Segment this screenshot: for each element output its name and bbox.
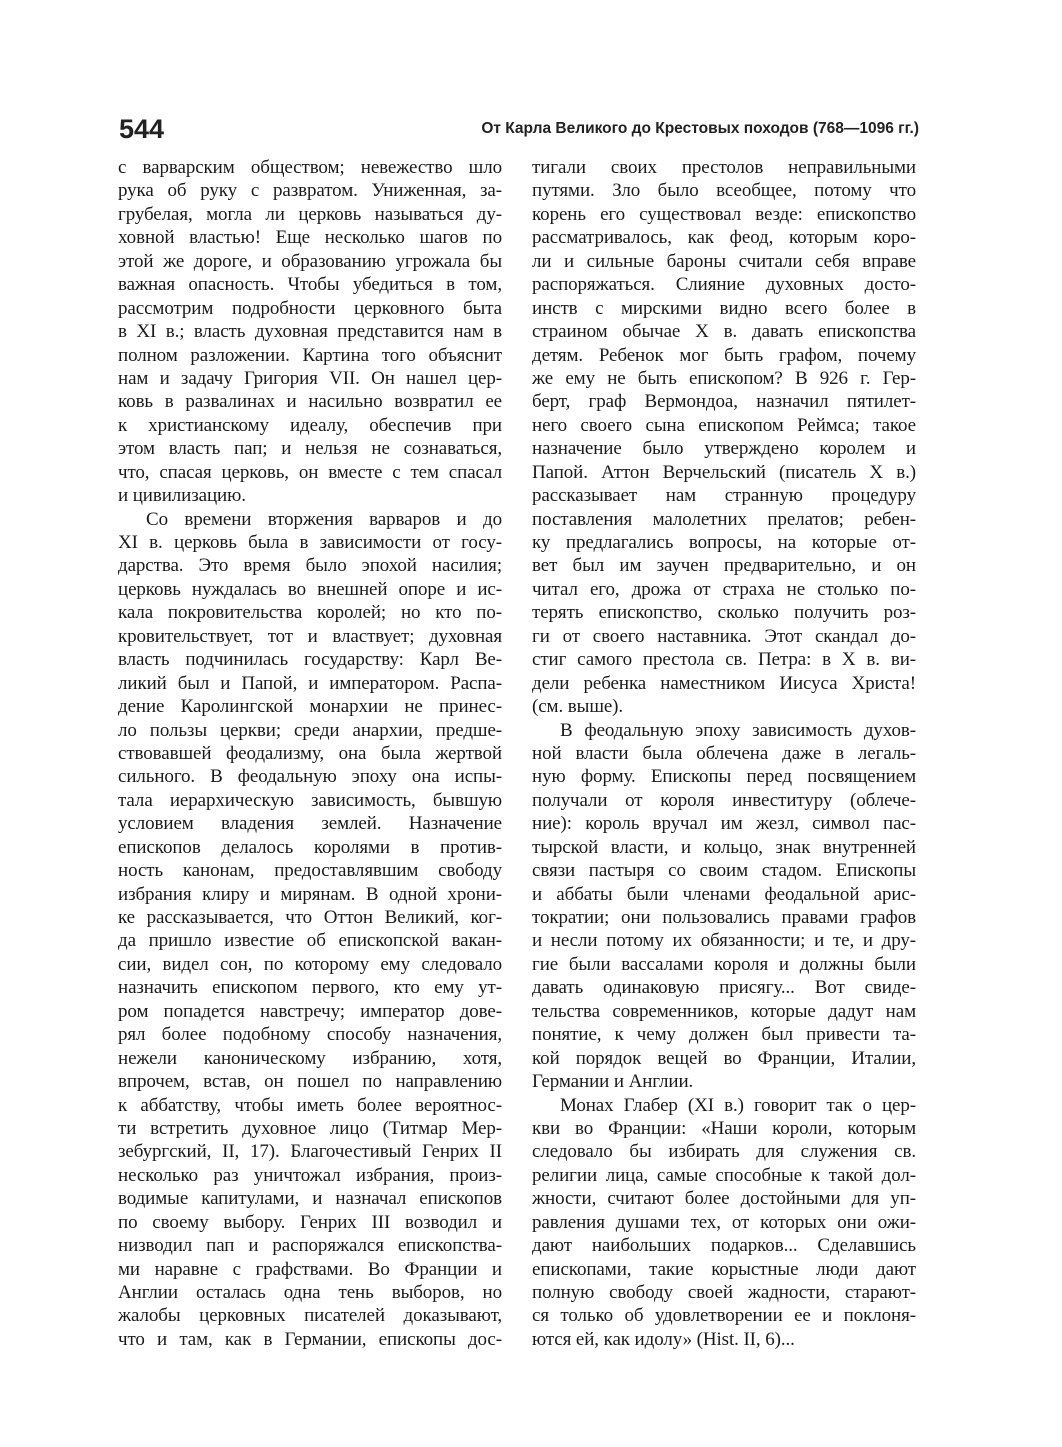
- text-line: дели ребенка наместником Иисуса Христа!: [532, 672, 916, 694]
- text-line: детям. Ребенок мог быть графом, почему: [532, 344, 916, 366]
- text-line: ми наравне с графствами. Во Франции и: [118, 1258, 502, 1280]
- text-line: полную свободу своей жадности, старают-: [532, 1282, 916, 1303]
- text-line: Монах Глабер (XI в.) говорит так о цер-: [560, 1094, 916, 1116]
- text-line: получали от короля инвеституру (облече-: [532, 789, 916, 811]
- running-title: От Карла Великого до Крестовых походов (768—1096 гг.): [481, 120, 919, 137]
- text-line: ной власти была облечена даже в легаль-: [532, 742, 916, 764]
- text-line: избрания клиру и мирянам. В одной хрони-: [118, 883, 502, 905]
- text-line: дение Каролингской монархии не принес-: [118, 696, 502, 718]
- text-line: ную форму. Епископы перед посвящением: [532, 766, 916, 788]
- text-line: с варварским обществом; невежество шло: [118, 157, 502, 178]
- page-header: [119, 112, 919, 146]
- text-line: ги от своего наставника. Этот скандал до-: [532, 625, 916, 647]
- text-line: и цивилизацию.: [118, 485, 246, 507]
- text-line: страином обычае X в. давать епископства: [532, 321, 916, 343]
- text-line: распоряжаться. Слияние духовных досто-: [532, 274, 916, 296]
- text-line: полном разложении. Картина того объяснит: [118, 344, 502, 366]
- right-text-column: [532, 156, 916, 1351]
- text-line: к аббатству, чтобы иметь более вероятнос-: [118, 1094, 502, 1116]
- text-line: кровительствует, тот и властвует; духовная: [118, 625, 502, 647]
- text-line: рассматривалось, как феод, которым коро-: [532, 227, 916, 249]
- text-line: и несли потому их обязанности; и те, и дру-: [532, 930, 916, 952]
- text-line: несколько раз уничтожал избрания, произ-: [118, 1164, 502, 1186]
- text-line: связи пастыря со своим стадом. Епископы: [532, 860, 916, 882]
- text-line: сии, видел сон, по которому ему следовало: [118, 953, 502, 975]
- text-line: власть подчинилась государству: Карл Ве-: [118, 649, 502, 671]
- text-line: нам и задачу Григория VII. Он нашел цер-: [118, 367, 502, 389]
- text-line: ром попадется навстречу; император дове-: [118, 1000, 502, 1022]
- text-line: Германии и Англии.: [532, 1071, 694, 1093]
- text-line: ся только об удовлетворении ее и поклоня-: [532, 1305, 916, 1327]
- text-line: кви во Франции: «Наши короли, которым: [532, 1117, 916, 1139]
- text-line: епископами, такие корыстные люди дают: [532, 1258, 916, 1280]
- text-line: впрочем, встав, он пошел по направлению: [118, 1071, 502, 1093]
- text-line: ло пользы церкви; среди анархии, предше-: [118, 719, 502, 741]
- text-line: понятие, к чему должен был привести та-: [532, 1024, 916, 1046]
- text-line: ствовавшей феодализму, она была жертвой: [118, 742, 502, 764]
- text-line: ховной властью! Еще несколько шагов по: [118, 227, 502, 249]
- text-line: вет был им заучен предварительно, и он: [532, 555, 916, 577]
- text-line: дают наибольших подарков... Сделавшись: [532, 1235, 916, 1257]
- text-line: кала покровительства королей; но кто по-: [118, 602, 502, 624]
- text-line: рука об руку с развратом. Униженная, за-: [118, 180, 502, 202]
- text-line: путями. Зло было всеобщее, потому что: [532, 180, 916, 202]
- text-line: тигали своих престолов неправильными: [532, 157, 916, 178]
- text-line: жалобы церковных писателей доказывают,: [118, 1305, 502, 1327]
- text-line: по своему выбору. Генрих III возводил и: [118, 1211, 502, 1233]
- text-line: ность канонам, предоставлявшим свободу: [118, 860, 502, 882]
- text-line: условием владения землей. Назначение: [118, 813, 502, 835]
- text-line: корень его существовал везде: епископство: [532, 203, 916, 225]
- text-line: тала иерархическую зависимость, бывшую: [118, 789, 502, 811]
- text-line: ти встретить духовное лицо (Титмар Мер-: [118, 1117, 502, 1139]
- text-line: этом власть пап; и нельзя не сознаваться,: [118, 438, 502, 460]
- text-line: читал его, дрожа от страха не столько по-: [532, 578, 916, 600]
- text-line: рял более подобному способу назначения,: [118, 1024, 502, 1046]
- text-line: же ему не быть епископом? В 926 г. Гер-: [532, 367, 916, 389]
- text-line: берт, граф Вермондоа, назначил пятилет-: [532, 391, 916, 413]
- text-line: назначение было утверждено королем и: [532, 438, 916, 460]
- text-line: низводил пап и распоряжался епископства-: [118, 1235, 502, 1257]
- text-line: и аббаты были членами феодальной арис-: [532, 883, 916, 905]
- text-line: ликий был и Папой, и императором. Распа-: [118, 672, 502, 694]
- text-line: ке рассказывается, что Оттон Великий, ког-: [118, 907, 502, 928]
- text-line: назначить епископом первого, кто ему ут-: [118, 977, 502, 999]
- text-line: дарства. Это время было эпохой насилия;: [118, 555, 502, 577]
- text-line: религии лица, самые способные к такой дол-: [532, 1164, 916, 1186]
- text-line: (см. выше).: [532, 696, 624, 718]
- text-line: кой порядок вещей во Франции, Италии,: [532, 1047, 916, 1069]
- text-line: инств с мирскими видно всего более в: [532, 297, 916, 319]
- text-line: рассказывает нам странную процедуру: [532, 485, 916, 507]
- text-line: В феодальную эпоху зависимость духов-: [560, 719, 916, 741]
- text-line: в XI в.; власть духовная представится нам в: [118, 321, 502, 343]
- text-line: церковь нуждалась во внешней опоре и ис-: [118, 578, 502, 600]
- text-line: зебургский, II, 17). Благочестивый Генрих II: [118, 1141, 502, 1163]
- left-text-column: [118, 156, 502, 1351]
- text-line: к христианскому идеалу, обеспечив при: [118, 414, 502, 436]
- text-line: ние): король вручал им жезл, символ пас-: [532, 813, 916, 835]
- text-line: давать одинаковую присягу... Вот свиде-: [532, 977, 916, 999]
- page-number: 544: [119, 114, 165, 144]
- text-line: тельства современников, которые дадут нам: [532, 1000, 916, 1022]
- text-line: него своего сына епископом Реймса; такое: [532, 414, 916, 436]
- text-line: водимые капитулами, и назначал епископов: [118, 1188, 502, 1210]
- text-line: епископов делалось королями в против-: [118, 836, 502, 858]
- text-line: поставления малолетних прелатов; ребен-: [532, 508, 916, 530]
- text-line: ются ей, как идолу» (Hist. II, 6)...: [532, 1328, 795, 1350]
- text-line: грубелая, могла ли церковь называться ду-: [118, 203, 502, 225]
- text-line: да пришло известие об епископской вакан-: [118, 930, 502, 952]
- text-line: гие были вассалами короля и должны были: [532, 953, 916, 975]
- text-line: что, спасая церковь, он вместе с тем спасал: [118, 461, 502, 483]
- text-line: Англии осталась одна тень выборов, но: [118, 1282, 502, 1303]
- text-line: важная опасность. Чтобы убедиться в том,: [118, 274, 502, 296]
- text-line: терять епископство, сколько получить роз-: [532, 602, 916, 624]
- text-line: сильного. В феодальную эпоху она испы-: [118, 766, 502, 788]
- text-line: этой же дороге, и образованию угрожала бы: [118, 250, 502, 272]
- text-line: что и там, как в Германии, епископы дос-: [118, 1328, 502, 1350]
- text-line: следовало бы избирать для служения св.: [532, 1141, 916, 1163]
- text-line: ли и сильные бароны считали себя вправе: [532, 250, 916, 272]
- text-line: тократии; они пользовались правами графов: [532, 907, 916, 928]
- text-line: стиг самого престола св. Петра: в X в. ви-: [532, 649, 916, 671]
- text-line: рассмотрим подробности церковного быта: [118, 297, 502, 319]
- text-line: ковь в развалинах и насильно возвратил ее: [118, 391, 502, 413]
- text-line: нежели каноническому избранию, хотя,: [118, 1047, 502, 1069]
- text-line: жности, считают более достойными для уп-: [532, 1188, 916, 1210]
- text-line: ку предлагались вопросы, на которые от-: [532, 532, 916, 553]
- text-line: тырской власти, и кольцо, знак внутренней: [532, 836, 916, 858]
- text-line: XI в. церковь была в зависимости от госу-: [118, 532, 502, 553]
- text-line: Папой. Аттон Верчельский (писатель X в.): [532, 461, 916, 483]
- text-line: Со времени вторжения варваров и до: [146, 508, 502, 530]
- text-line: равления душами тех, от которых они ожи-: [532, 1211, 916, 1233]
